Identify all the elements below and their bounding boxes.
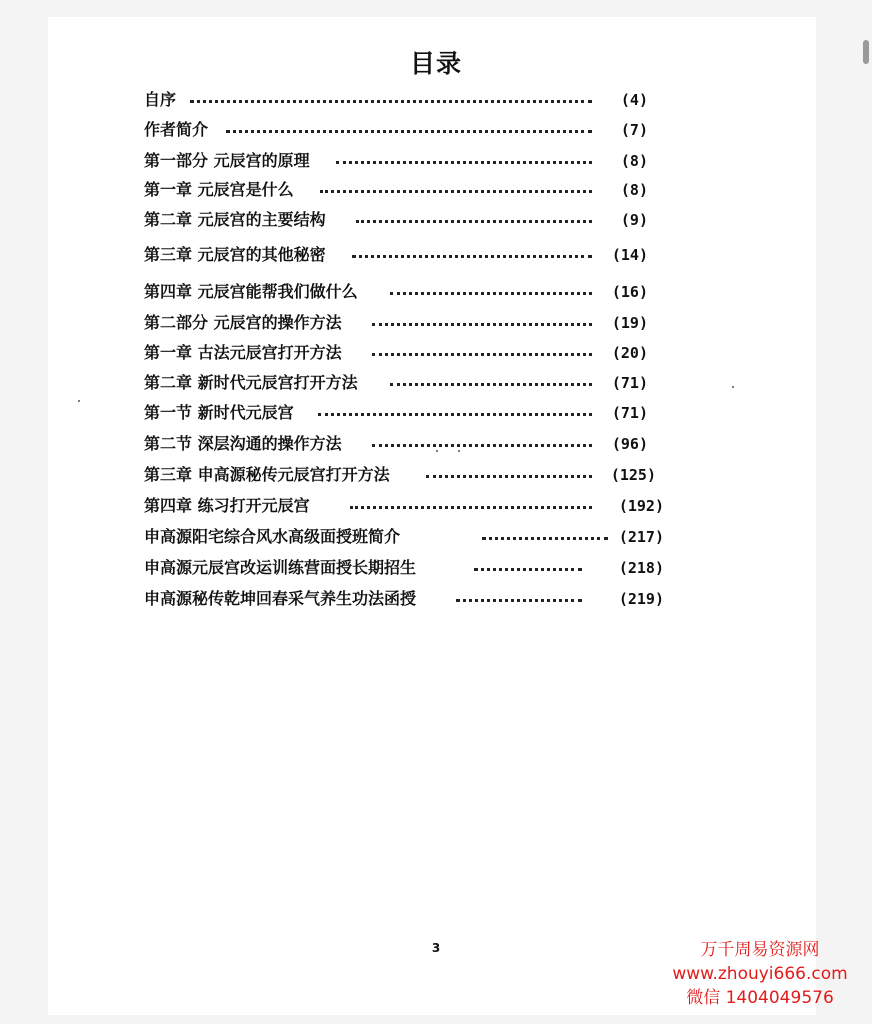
- toc-entry: [144, 525, 664, 549]
- toc-entry: [144, 463, 656, 487]
- toc-entry: [144, 88, 648, 112]
- toc-entry-page: (219): [618, 590, 664, 608]
- watermark: [660, 938, 860, 1010]
- watermark-site-name: 万千周易资源网: [700, 940, 820, 960]
- vertical-scrollbar[interactable]: [860, 0, 872, 1024]
- page-number: 3: [431, 941, 441, 955]
- watermark-wechat: 微信 1404049576: [686, 988, 834, 1008]
- toc-leader-dots: [336, 158, 592, 164]
- scan-speck: [458, 450, 460, 452]
- toc-entry-page: (20): [611, 344, 648, 362]
- toc-leader-dots: [318, 410, 592, 416]
- toc-leader-dots: [320, 187, 592, 193]
- toc-entry: [144, 494, 664, 518]
- toc-entry-title: 作者简介: [144, 120, 209, 139]
- toc-entry-title: 第四章 练习打开元辰宫: [144, 496, 310, 515]
- toc-entry: [144, 556, 664, 580]
- toc-entry-page: (218): [618, 559, 664, 577]
- toc-leader-dots: [190, 97, 592, 103]
- toc-leader-dots: [356, 217, 592, 223]
- toc-entry-title: 第二章 新时代元辰宫打开方法: [144, 373, 358, 392]
- toc-entry: [144, 243, 648, 267]
- toc-title: 目录: [409, 49, 462, 78]
- toc-entry: [144, 432, 648, 456]
- toc-leader-dots: [372, 320, 592, 326]
- toc-entry-page: (125): [610, 466, 656, 484]
- toc-leader-dots: [482, 534, 608, 540]
- toc-entry-title: 第一章 古法元辰宫打开方法: [144, 343, 342, 362]
- toc-entry: [144, 178, 648, 202]
- toc-leader-dots: [390, 380, 592, 386]
- toc-entry-page: (71): [611, 374, 648, 392]
- toc-entry: [144, 341, 648, 365]
- toc-entry: [144, 280, 648, 304]
- toc-entry-title: 第一部分 元辰宫的原理: [144, 151, 310, 170]
- toc-entry: [144, 208, 648, 232]
- toc-entry: [144, 311, 648, 335]
- toc-entry-page: (71): [611, 404, 648, 422]
- toc-leader-dots: [350, 503, 592, 509]
- toc-leader-dots: [456, 596, 582, 602]
- toc-entry-title: 第一节 新时代元辰宫: [144, 403, 294, 422]
- toc-entry-page: (4): [620, 91, 648, 109]
- toc-entry-page: (192): [618, 497, 664, 515]
- toc-entry-title: 申高源秘传乾坤回春采气养生功法函授: [144, 589, 417, 608]
- toc-leader-dots: [390, 289, 592, 295]
- toc-leader-dots: [226, 127, 592, 133]
- toc-leader-dots: [372, 441, 592, 447]
- toc-entry-page: (19): [611, 314, 648, 332]
- toc-leader-dots: [474, 565, 582, 571]
- toc-entry-title: 第四章 元辰宫能帮我们做什么: [144, 282, 358, 301]
- toc-entry: [144, 371, 648, 395]
- toc-entry-title: 申高源阳宅综合风水高级面授班简介: [144, 527, 401, 546]
- toc-entry-title: 第三章 元辰宫的其他秘密: [144, 245, 326, 264]
- toc-entry-title: 自序: [144, 90, 177, 109]
- toc-entry: [144, 118, 648, 142]
- toc-entry-title: 申高源元辰宫改运训练营面授长期招生: [144, 558, 417, 577]
- toc-entry-page: (9): [620, 211, 648, 229]
- toc-entry-title: 第一章 元辰宫是什么: [144, 180, 294, 199]
- watermark-url: www.zhouyi666.com: [672, 964, 848, 984]
- toc-entry: [144, 587, 664, 611]
- toc-entry: [144, 149, 648, 173]
- toc-entry-page: (16): [611, 283, 648, 301]
- toc-entry-page: (96): [611, 435, 648, 453]
- toc-entry-title: 第二章 元辰宫的主要结构: [144, 210, 326, 229]
- toc-entry-page: (14): [611, 246, 648, 264]
- toc-entry-title: 第三章 申高源秘传元辰宫打开方法: [144, 465, 390, 484]
- toc-entry-page: (8): [620, 152, 648, 170]
- toc-entry-page: (8): [620, 181, 648, 199]
- toc-entry: [144, 401, 648, 425]
- toc-entry-title: 第二部分 元辰宫的操作方法: [144, 313, 342, 332]
- toc-leader-dots: [372, 350, 592, 356]
- scan-speck: [732, 386, 734, 388]
- toc-entry-title: 第二节 深层沟通的操作方法: [144, 434, 342, 453]
- toc-leader-dots: [352, 252, 592, 258]
- toc-entry-page: (7): [620, 121, 648, 139]
- scan-speck: [78, 400, 80, 402]
- toc-entry-page: (217): [618, 528, 664, 546]
- toc-leader-dots: [426, 472, 592, 478]
- scan-speck: [436, 450, 438, 452]
